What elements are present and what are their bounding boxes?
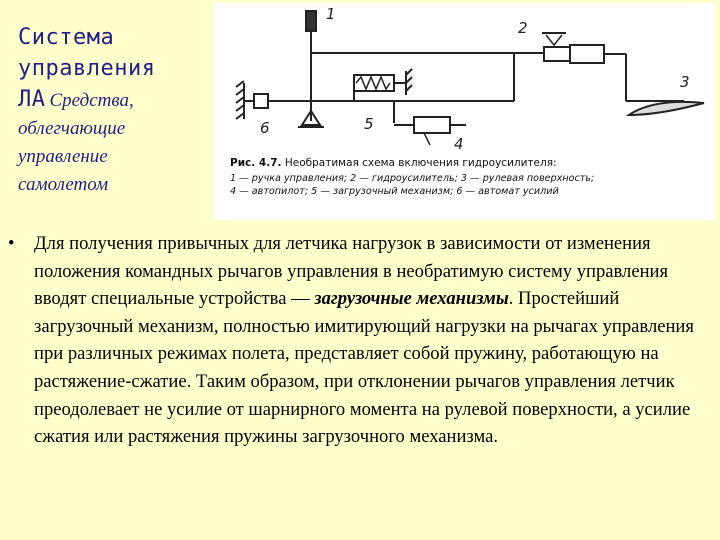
- subtitle-line-4: самолетом: [18, 174, 109, 195]
- label-2: 2: [518, 19, 528, 37]
- label-4: 4: [454, 135, 464, 153]
- hydraulic-booster-body: [544, 47, 570, 61]
- caption-figure-number: Рис. 4.7.: [230, 157, 282, 169]
- caption-title: [230, 155, 710, 172]
- caption-figure-title: Необратимая схема включения гидроусилителя:: [284, 157, 557, 169]
- paragraph-emphasis: загрузочные механизмы: [314, 288, 509, 310]
- subtitle-line-2: облегчающие: [18, 118, 126, 139]
- label-3: 3: [680, 73, 690, 91]
- title-line-2: управления: [18, 56, 156, 81]
- figure-caption: [230, 155, 710, 198]
- force-automat-box: [254, 94, 268, 108]
- caption-legend-line-2: 4 — автопилот; 5 — загрузочный механизм; 6 — автомат усилий: [230, 186, 559, 197]
- control-stick-grip: [306, 11, 316, 31]
- label-1: 1: [326, 5, 336, 23]
- bullet-mark: •: [8, 233, 15, 254]
- autopilot-box: [414, 117, 450, 133]
- hydraulic-scheme-figure: [214, 3, 716, 220]
- paragraph-text: [34, 230, 714, 451]
- title-line-1: Система: [18, 25, 115, 50]
- title-line-3: [18, 84, 208, 115]
- label-6: 6: [260, 119, 270, 137]
- slide-title: [18, 22, 208, 199]
- subtitle-start: Средства,: [49, 90, 134, 111]
- title-la: ЛА: [18, 87, 46, 112]
- subtitle-line-3: управление: [18, 146, 108, 167]
- caption-legend-line-1: 1 — ручка управления; 2 — гидроусилитель; 3 — рулевая поверхность;: [230, 173, 595, 184]
- paragraph-part-1: Для получения привычных для летчика нагрузок в зависимости от изменения положения командных рычагов управления в необратимую систему управления вводят специальные устройства —: [34, 233, 669, 310]
- control-surface: [629, 102, 704, 115]
- label-5: 5: [364, 115, 374, 133]
- scheme-diagram: [214, 3, 716, 153]
- loading-spring: [356, 77, 390, 89]
- bullet-paragraph: [8, 230, 714, 451]
- paragraph-part-2: . Простейший загрузочный механизм, полностью имитирующий нагрузки на рычагах управления при различных режимах полета, представляет собой пружину, работающую на растяжение-сжатие. Таким образом, при отклонении рычагов управления летчик преодолевает не усилие от шарнирного момента на рулевой поверхности, а усилие сжатия или растяжения пружины загрузочного механизма.: [34, 288, 694, 448]
- hydraulic-booster-cylinder: [570, 45, 604, 63]
